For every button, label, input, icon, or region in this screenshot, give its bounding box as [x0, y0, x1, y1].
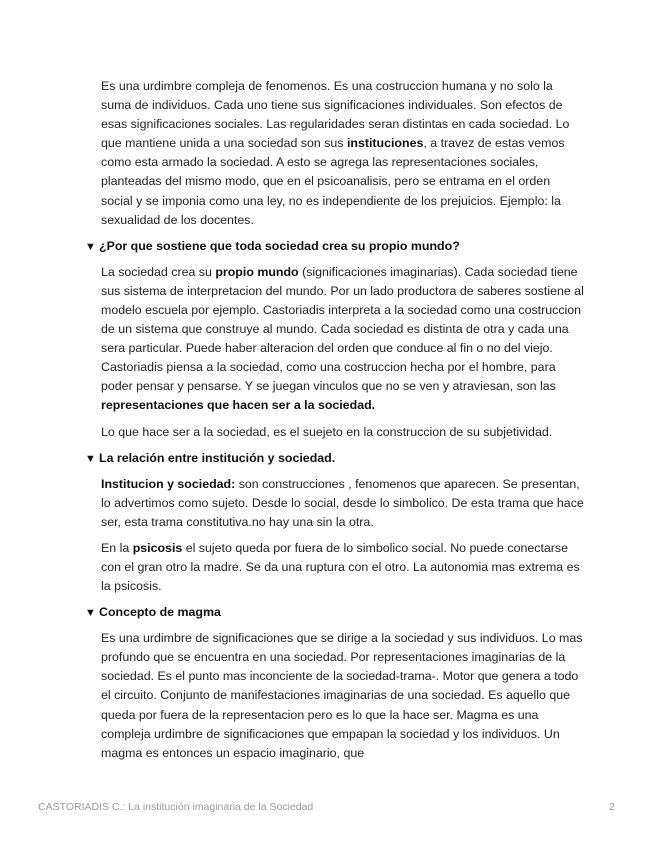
bold-text: propio mundo: [215, 264, 299, 279]
document-body: [85, 77, 585, 770]
triangle-down-icon[interactable]: ▼: [85, 607, 96, 620]
footer-source: CASTORIADIS C.: La institución imaginaria de la Sociedad: [38, 801, 314, 813]
bold-text: instituciones: [346, 136, 424, 151]
text-span: La sociedad crea su: [101, 264, 216, 279]
section-paragraph: [101, 539, 585, 596]
text-span: son construcciones , fenomenos que aparecen. Se presentan, lo advertimos como sujeto. Desde lo social, desde lo simbolico. De esta trama que hace ser, esta trama constitutiva.no hay una sin la otra.: [101, 476, 584, 529]
page-footer: [38, 801, 615, 813]
toggle-heading-propio-mundo[interactable]: [85, 237, 585, 257]
triangle-down-icon[interactable]: ▼: [85, 240, 96, 253]
text-span: Es una urdimbre compleja de fenomenos. Es una costruccion humana y no solo la suma de individuos. Cada uno tiene sus significaciones individuales. Son efectos de esas significaciones sociales. Las regularidades seran distintas en cada sociedad. Lo que mantiene unida a una sociedad son sus: [101, 79, 570, 151]
bold-text: psicosis: [132, 540, 183, 555]
page-number: 2: [609, 801, 615, 813]
section-paragraph: [101, 263, 585, 416]
text-span: En la: [101, 540, 133, 555]
text-span: , a travez de estas vemos como esta armado la sociedad. A esto se agrega las representaciones sociales, planteadas del mismo modo, que en el psicoanalisis, pero se entrama en el orden social y se imponia como una ley, no es independiente de los prejuicios. Ejemplo: la sexualidad de los docentes.: [101, 136, 565, 227]
intro-paragraph: [101, 77, 585, 230]
toggle-title: Concepto de magma: [99, 605, 221, 620]
text-span: (significaciones imaginarias). Cada sociedad tiene sus sistema de interpretacion del mundo. Por un lado productora de saberes sostiene al modelo escuela por ejemplo. Castoriadis interpreta a la sociedad como una costruccion de un sistema que construye al mundo. Cada sociedad es distinta de otra y cada una sera particular. Puede haber alteracion del orden que conduce al fin o no del viejo. Castoriadis piensa a la sociedad, como una costruccion hecha por el hombre, para poder pensar y pensarse. Y se juegan vinculos que no se ven y atraviesan, son las: [101, 264, 584, 394]
text-span: el sujeto queda por fuera de lo simbolico social. No puede conectarse con el gran otro la madre. Se da una ruptura con el otro. La autonomia mas extrema es la psicosis.: [101, 540, 580, 594]
bold-text: Institucion y sociedad:: [101, 476, 236, 491]
section-paragraph: Lo que hace ser a la sociedad, es el suejeto en la construccion de su subjetividad.: [101, 424, 553, 439]
toggle-heading-institucion-sociedad[interactable]: [85, 449, 585, 469]
toggle-title: ¿Por que sostiene que toda sociedad crea su propio mundo?: [99, 238, 460, 253]
section-paragraph: Es una urdimbre de significaciones que se dirige a la sociedad y sus individuos. Lo mas profundo que se encuentra en una sociedad. Por representaciones imaginarias de la sociedad. Es el punto mas inconciente de la sociedad-trama-. Motor que genera a todo el circuito. Conjunto de manifestaciones imaginarias de una sociedad. Es aquello que queda por fuera de la representacion pero es lo que la hace ser. Magma es una compleja urdimbre de significaciones que empapan la sociedad y los individuos. Un magma es entonces un espacio imaginario, que: [101, 631, 583, 760]
section-paragraph: [101, 475, 585, 532]
triangle-down-icon[interactable]: ▼: [85, 452, 96, 465]
bold-text: representaciones que hacen ser a la sociedad.: [101, 398, 376, 413]
toggle-heading-magma[interactable]: [85, 603, 585, 623]
toggle-title: La relación entre institución y sociedad.: [99, 450, 336, 465]
